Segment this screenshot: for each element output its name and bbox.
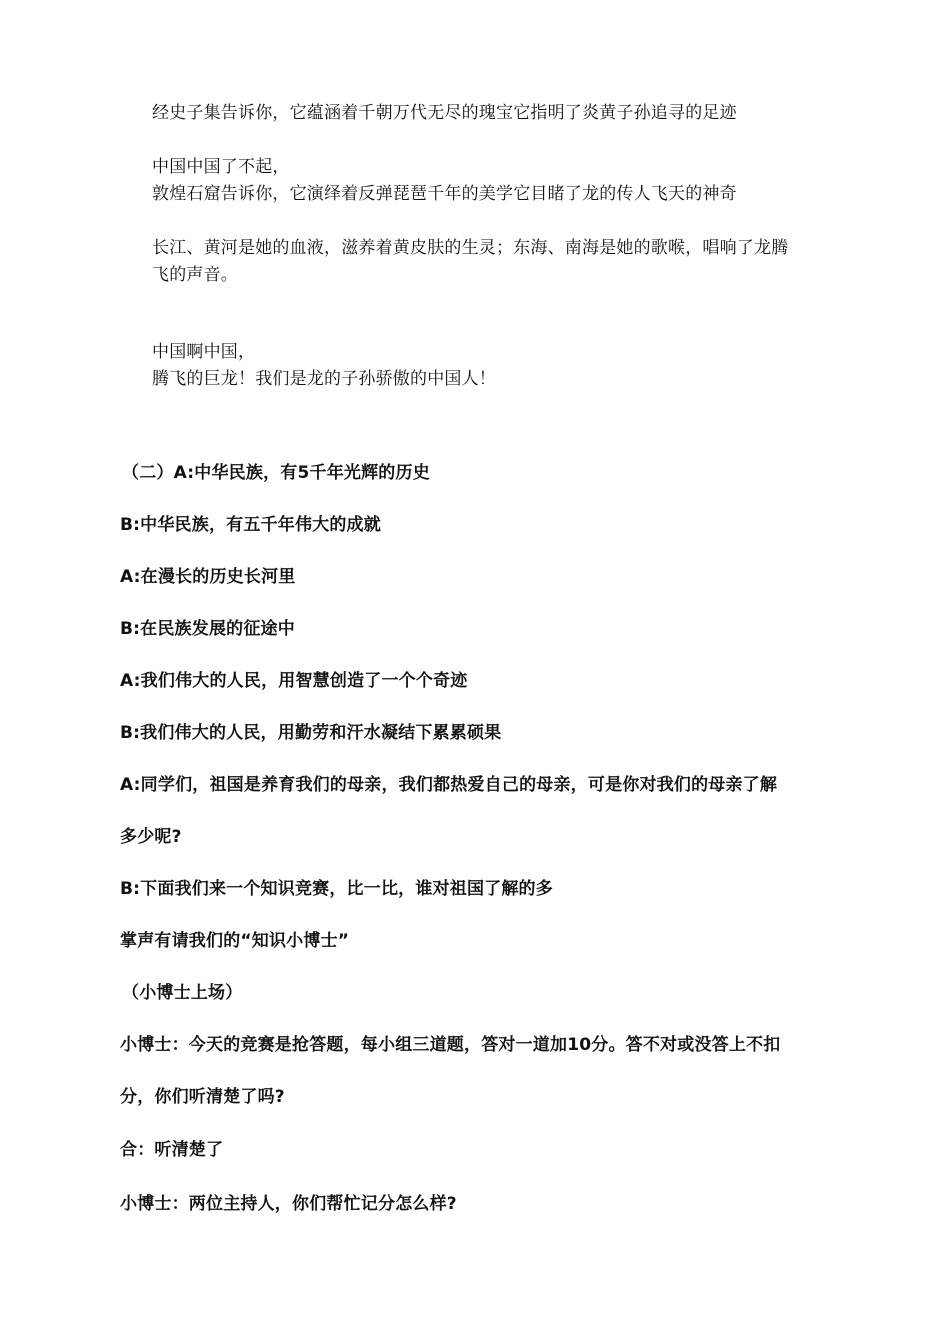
dialog-line: 小博士：今天的竞赛是抢答题，每小组三道题，答对一道加10分。答不对或没答上不扣 — [120, 1035, 781, 1055]
dialog-line: A:我们伟大的人民，用智慧创造了一个个奇迹 — [120, 671, 468, 691]
dialog-line: A:在漫长的历史长河里 — [120, 567, 296, 587]
poem-line-4: 长江、黄河是她的血液，滋养着黄皮肤的生灵；东海、南海是她的歌喉，唱响了龙腾 — [152, 238, 789, 258]
poem-line-1: 经史子集告诉你，它蕴涵着千朝万代无尽的瑰宝它指明了炎黄子孙追寻的足迹 — [152, 103, 737, 123]
dialog-line: B:中华民族，有五千年伟大的成就 — [120, 515, 381, 535]
poem-line-5: 飞的声音。 — [152, 265, 238, 285]
stage-direction: （小博士上场） — [122, 983, 243, 1003]
poem-line-2: 中国中国了不起， — [152, 157, 290, 177]
dialog-line: 多少呢? — [120, 827, 182, 847]
dialog-line: 小博士：两位主持人，你们帮忙记分怎么样? — [120, 1194, 457, 1214]
dialog-line: 分，你们听清楚了吗? — [120, 1087, 285, 1107]
poem-line-3: 敦煌石窟告诉你，它演绎着反弹琵琶千年的美学它目睹了龙的传人飞天的神奇 — [152, 184, 737, 204]
dialog-line: 掌声有请我们的“知识小博士” — [120, 931, 350, 951]
dialog-line: B:在民族发展的征途中 — [120, 619, 295, 639]
poem-line-6: 中国啊中国， — [152, 342, 256, 362]
dialog-line: A:同学们，祖国是养育我们的母亲，我们都热爱自己的母亲，可是你对我们的母亲了解 — [120, 775, 778, 795]
dialog-line: B:下面我们来一个知识竞赛，比一比，谁对祖国了解的多 — [120, 879, 553, 899]
dialog-line: B:我们伟大的人民，用勤劳和汗水凝结下累累硕果 — [120, 723, 502, 743]
poem-line-7: 腾飞的巨龙！我们是龙的子孙骄傲的中国人！ — [152, 369, 496, 389]
dialog-line: 合：听清楚了 — [120, 1140, 224, 1160]
section-title: （二）A:中华民族，有5千年光辉的历史 — [122, 463, 430, 483]
